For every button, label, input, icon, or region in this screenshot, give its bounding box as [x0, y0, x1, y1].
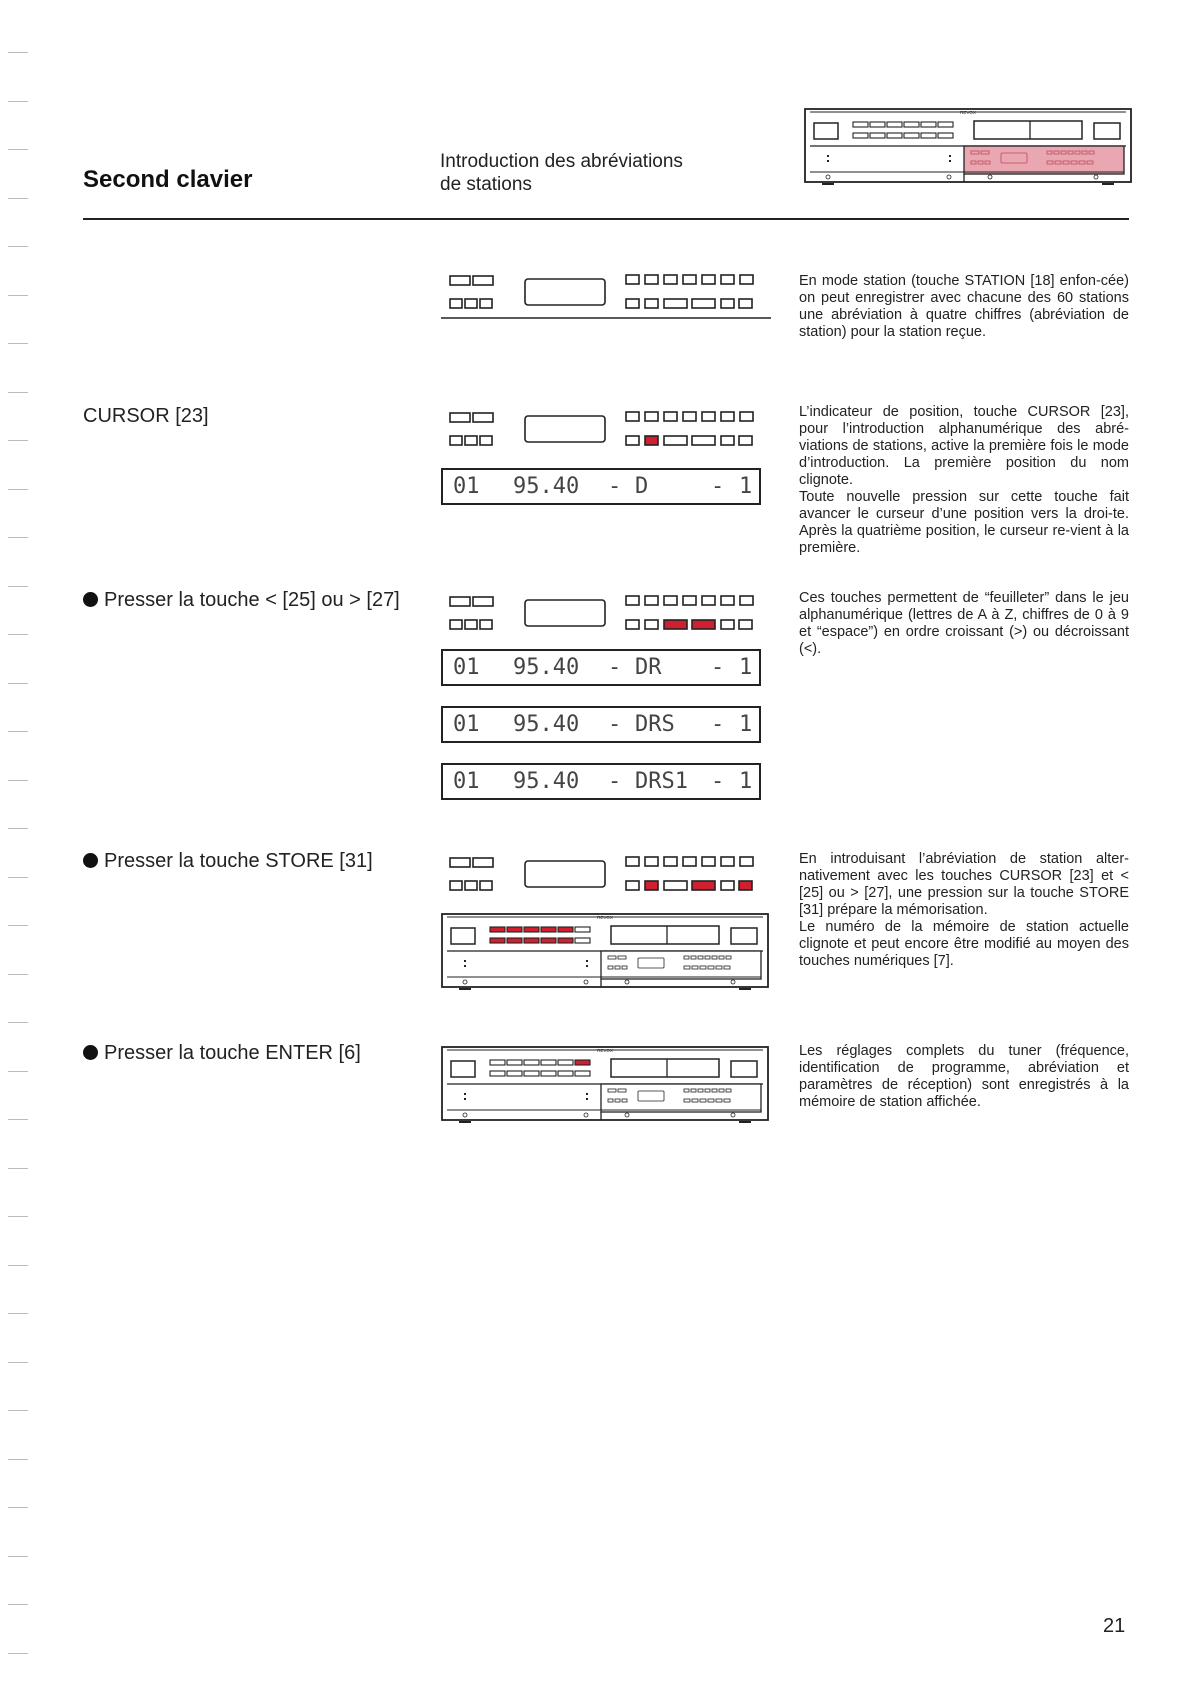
key [645, 412, 658, 421]
page-subtitle [440, 150, 683, 196]
device-key [921, 133, 936, 138]
step-2-label: CURSOR [23] [83, 405, 209, 427]
margin-tick [8, 537, 28, 538]
device-knob [586, 1098, 588, 1100]
key [702, 857, 715, 866]
key [465, 436, 477, 445]
device-key-highlighted [541, 938, 556, 943]
key [450, 436, 462, 445]
device-knob-icon [584, 980, 588, 984]
key [683, 596, 696, 605]
key [645, 299, 658, 308]
lcd-channel: 01 [453, 769, 480, 794]
key [721, 620, 734, 629]
key-highlighted [692, 620, 715, 629]
key [626, 299, 639, 308]
key [721, 596, 734, 605]
device-key-highlighted [524, 938, 539, 943]
key [664, 275, 677, 284]
lcd-frequency: 95.40 [513, 769, 580, 794]
margin-tick [8, 780, 28, 781]
key [473, 276, 493, 285]
key-highlighted [664, 620, 687, 629]
lcd-dash: - [711, 769, 725, 794]
margin-tick [8, 1168, 28, 1169]
key [721, 299, 734, 308]
key [450, 413, 470, 422]
brand-label: REVOX [597, 915, 613, 920]
keyboard-diagram-2 [441, 405, 771, 445]
key [626, 857, 639, 866]
key [683, 412, 696, 421]
device-keyboard-panel [964, 146, 1124, 174]
device-knob [586, 960, 588, 962]
key [740, 596, 753, 605]
device-knob-icon [463, 1113, 467, 1117]
device-knob-icon [731, 1113, 735, 1117]
device-knob-icon [625, 1113, 629, 1117]
lcd-program: 1 [739, 474, 753, 499]
device-key-highlighted [490, 927, 505, 932]
key [465, 299, 477, 308]
key [645, 620, 658, 629]
key [626, 412, 639, 421]
key [664, 857, 677, 866]
key [450, 620, 462, 629]
store-device-illustration [441, 913, 771, 997]
lcd-dash: - [608, 474, 622, 499]
device-square [731, 1061, 757, 1077]
margin-tick [8, 634, 28, 635]
bullet-icon [83, 1045, 98, 1060]
device-knob-icon [463, 980, 467, 984]
margin-tick [8, 1410, 28, 1411]
brand-label: REVOX [597, 1048, 613, 1053]
device-key [558, 1060, 573, 1065]
device-keyboard-panel [601, 951, 761, 979]
device-key [490, 1071, 505, 1076]
margin-tick [8, 925, 28, 926]
device-key [524, 1071, 539, 1076]
margin-tick [8, 246, 28, 247]
key [645, 275, 658, 284]
device-key-highlighted [507, 927, 522, 932]
device-key [853, 133, 868, 138]
device-display [611, 1059, 719, 1077]
key [702, 596, 715, 605]
margin-tick [8, 52, 28, 53]
header-device-illustration [804, 108, 1134, 192]
device-key [887, 122, 902, 127]
key-highlighted [692, 881, 715, 890]
lcd-frequency: 95.40 [513, 712, 580, 737]
key [721, 275, 734, 284]
key-highlighted [645, 436, 658, 445]
key [473, 413, 493, 422]
key [664, 596, 677, 605]
key [473, 597, 493, 606]
lcd-display-2 [441, 649, 761, 686]
device-key [938, 133, 953, 138]
key [692, 436, 715, 445]
lcd-display-4 [441, 763, 761, 800]
device-square [1094, 123, 1120, 139]
device-knob [464, 1098, 466, 1100]
margin-tick [8, 440, 28, 441]
keyboard-diagram-3 [441, 589, 771, 629]
margin-tick [8, 731, 28, 732]
key [683, 275, 696, 284]
lcd-abbreviation: DR [635, 655, 662, 680]
key [702, 412, 715, 421]
device-knob-icon [947, 175, 951, 179]
margin-tick [8, 586, 28, 587]
device-display [611, 926, 719, 944]
device-key [524, 1060, 539, 1065]
device-square [451, 928, 475, 944]
lcd-display-3 [441, 706, 761, 743]
margin-tick [8, 295, 28, 296]
device-key [853, 122, 868, 127]
margin-tick [8, 1459, 28, 1460]
lcd-dash: - [711, 474, 725, 499]
lcd-dash: - [608, 712, 622, 737]
display-window [525, 416, 605, 442]
step-3-description: Ces touches permettent de “feuilleter” dans le jeu alphanumérique (lettres de A à Z, chiffres de 0 à 9 et “espace”) en ordre croissant (>) ou décroissant (<). [799, 590, 1129, 657]
margin-tick [8, 489, 28, 490]
page-number: 21 [1103, 1615, 1126, 1637]
display-window [525, 279, 605, 305]
device-knob-icon [731, 980, 735, 984]
key [740, 412, 753, 421]
device-key-highlighted [507, 938, 522, 943]
key [450, 881, 462, 890]
key [645, 596, 658, 605]
margin-tick [8, 877, 28, 878]
device-key [507, 1060, 522, 1065]
key [480, 299, 492, 308]
step-1-description: En mode station (touche STATION [18] enfon-cée) on peut enregistrer avec chacune des 60 stations une abréviation à quatre chiffres (abréviation de station) pour la station reçue. [799, 273, 1129, 340]
key [664, 299, 687, 308]
device-knob-icon [988, 175, 992, 179]
key-highlighted [739, 881, 752, 890]
key [702, 275, 715, 284]
step-2-description: L’indicateur de position, touche CURSOR [23], pour l’introduction alphanumérique des abré-viations de stations, active la première fois le mode d’introduction. La première position du nom clignote. Toute nouvelle pression sur cette touche fait avancer le curseur d’une position vers la droi-te. Après la quatrième position, le curseur re-vient à la première. [799, 404, 1129, 556]
key [664, 881, 687, 890]
step-5-label: Presser la touche ENTER [6] [83, 1042, 361, 1065]
key [480, 436, 492, 445]
device-key-highlighted [524, 927, 539, 932]
lcd-frequency: 95.40 [513, 655, 580, 680]
lcd-abbreviation: DRS1 [635, 769, 688, 794]
lcd-program: 1 [739, 769, 753, 794]
device-square [451, 1061, 475, 1077]
lcd-program: 1 [739, 655, 753, 680]
device-key [575, 927, 590, 932]
key [626, 596, 639, 605]
bullet-icon [83, 853, 98, 868]
lcd-dash: - [608, 769, 622, 794]
key [645, 857, 658, 866]
device-key [507, 1071, 522, 1076]
device-key [870, 133, 885, 138]
margin-tick [8, 1071, 28, 1072]
lcd-abbreviation: D [635, 474, 649, 499]
lcd-channel: 01 [453, 712, 480, 737]
brand-label: REVOX [960, 110, 976, 115]
lcd-channel: 01 [453, 655, 480, 680]
display-window [525, 600, 605, 626]
device-key-highlighted [558, 927, 573, 932]
device-knob-icon [1094, 175, 1098, 179]
key [739, 620, 752, 629]
device-knob [827, 155, 829, 157]
key [664, 436, 687, 445]
device-key [490, 1060, 505, 1065]
device-square [814, 123, 838, 139]
key [450, 858, 470, 867]
device-knob [464, 1093, 466, 1095]
margin-tick [8, 149, 28, 150]
device-key [870, 122, 885, 127]
keyboard-diagram-1 [441, 268, 771, 320]
key [450, 276, 470, 285]
key [721, 881, 734, 890]
margin-tick [8, 1216, 28, 1217]
device-key [904, 122, 919, 127]
subtitle-line-2: de stations [440, 174, 532, 195]
margin-tick [8, 1556, 28, 1557]
key [465, 620, 477, 629]
device-knob [464, 960, 466, 962]
keyboard-diagram-4 [441, 850, 771, 890]
key-highlighted [645, 881, 658, 890]
margin-tick [8, 1604, 28, 1605]
device-key [541, 1071, 556, 1076]
key [739, 299, 752, 308]
lcd-display-1 [441, 468, 761, 505]
margin-tick [8, 1265, 28, 1266]
key [739, 436, 752, 445]
device-key-highlighted [558, 938, 573, 943]
device-knob-icon [826, 175, 830, 179]
margin-tick [8, 974, 28, 975]
key [450, 597, 470, 606]
margin-tick [8, 683, 28, 684]
key [664, 412, 677, 421]
device-key [541, 1060, 556, 1065]
margin-tick [8, 1119, 28, 1120]
device-key [921, 122, 936, 127]
lcd-abbreviation: DRS [635, 712, 675, 737]
device-key [904, 133, 919, 138]
key [721, 857, 734, 866]
device-key-highlighted [490, 938, 505, 943]
margin-tick [8, 392, 28, 393]
step-4-description: En introduisant l’abréviation de station alter-nativement avec les touches CURSOR [23] et < [25] ou > [27], une pression sur la touche STORE [31] prépare la mémorisation. Le numéro de la mémoire de station actuelle clignote et peut encore être modifié au moyen des touches numériques [7]. [799, 851, 1129, 969]
margin-tick [8, 101, 28, 102]
device-knob [949, 155, 951, 157]
device-key-highlighted [575, 1060, 590, 1065]
device-key [575, 1071, 590, 1076]
key [683, 857, 696, 866]
step-5-description: Les réglages complets du tuner (fréquence, identification de programme, abréviation et paramètres de réception) sont enregistrés à la mémoire de station affichée. [799, 1043, 1129, 1110]
device-key [558, 1071, 573, 1076]
device-knob [586, 1093, 588, 1095]
key [692, 299, 715, 308]
margin-tick [8, 828, 28, 829]
key [480, 881, 492, 890]
key [480, 620, 492, 629]
device-key [575, 938, 590, 943]
lcd-program: 1 [739, 712, 753, 737]
device-knob [464, 965, 466, 967]
bullet-icon [83, 592, 98, 607]
margin-tick [8, 198, 28, 199]
device-square [731, 928, 757, 944]
device-key [887, 133, 902, 138]
key [740, 275, 753, 284]
key [450, 299, 462, 308]
device-knob [586, 965, 588, 967]
margin-tick [8, 1022, 28, 1023]
key [626, 275, 639, 284]
lcd-dash: - [711, 655, 725, 680]
margin-tick [8, 1313, 28, 1314]
margin-tick [8, 1362, 28, 1363]
page-title: Second clavier [83, 166, 253, 193]
key [721, 436, 734, 445]
device-knob-icon [625, 980, 629, 984]
key [465, 881, 477, 890]
margin-tick [8, 1507, 28, 1508]
device-key-highlighted [541, 927, 556, 932]
step-4-label: Presser la touche STORE [31] [83, 850, 373, 873]
key [721, 412, 734, 421]
device-display [974, 121, 1082, 139]
enter-device-illustration [441, 1046, 771, 1130]
subtitle-line-1: Introduction des abréviations [440, 151, 683, 172]
lcd-dash: - [711, 712, 725, 737]
key [626, 881, 639, 890]
display-window [525, 861, 605, 887]
margin-tick [8, 1653, 28, 1654]
key [740, 857, 753, 866]
device-key [938, 122, 953, 127]
lcd-dash: - [608, 655, 622, 680]
margin-tick [8, 343, 28, 344]
device-knob [949, 160, 951, 162]
key [626, 620, 639, 629]
device-knob-icon [584, 1113, 588, 1117]
step-3-label: Presser la touche < [25] ou > [27] [83, 589, 400, 612]
device-keyboard-panel [601, 1084, 761, 1112]
lcd-frequency: 95.40 [513, 474, 580, 499]
key [626, 436, 639, 445]
header-rule [83, 218, 1129, 220]
device-knob [827, 160, 829, 162]
lcd-channel: 01 [453, 474, 480, 499]
key [473, 858, 493, 867]
